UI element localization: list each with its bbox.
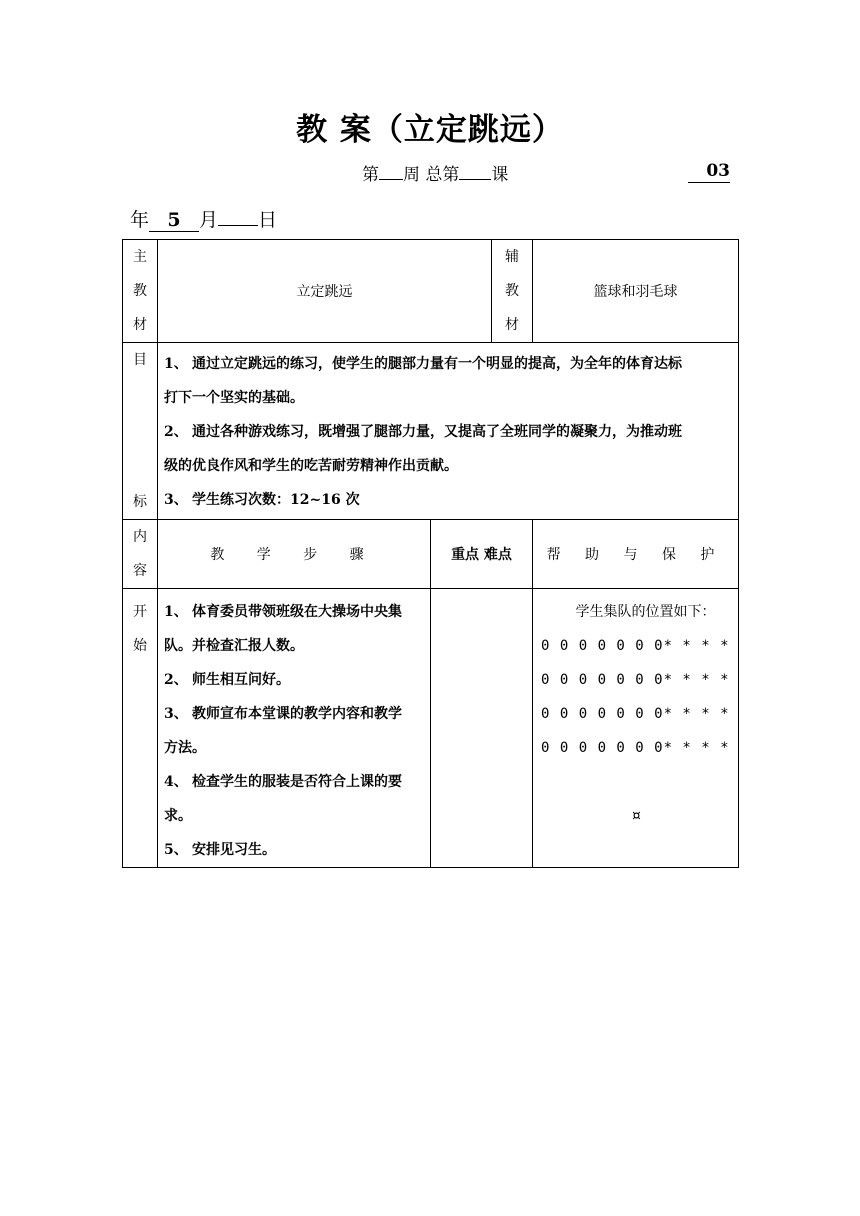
- month-value: 5: [149, 209, 199, 232]
- goal-item-cont: 打下一个坚实的基础。: [164, 390, 304, 406]
- step-item: 1、 体育委员带领班级在大操场中央集: [164, 604, 402, 620]
- goals-row: [123, 343, 739, 520]
- goals-content: [158, 343, 739, 520]
- page-title: 教 案（立定跳远）: [296, 112, 564, 148]
- start-key-points: [431, 589, 533, 868]
- date-line: [130, 205, 277, 232]
- steps-header: 教 学 步 骤: [158, 520, 431, 589]
- year-label: 年: [130, 209, 150, 231]
- aux-material-value: 篮球和羽毛球: [533, 240, 739, 343]
- start-label: 开 始: [123, 589, 158, 868]
- aux-material-label: 辅 教 材: [492, 240, 533, 343]
- lesson-suffix: 课: [491, 165, 509, 185]
- goal-item: 2、 通过各种游戏练习，既增强了腿部力量，又提高了全班同学的凝聚力，为推动班: [164, 424, 682, 440]
- main-material-label: 主 教 材: [123, 240, 158, 343]
- start-help: [533, 589, 739, 868]
- day-blank: [218, 225, 258, 226]
- start-steps: [158, 589, 431, 868]
- month-label: 月: [199, 209, 219, 231]
- goal-item: 1、 通过立定跳远的练习，使学生的腿部力量有一个明显的提高，为全年的体育达标: [164, 356, 682, 372]
- step-item-cont: 队。并检查汇报人数。: [164, 638, 304, 654]
- week-line: [362, 160, 508, 185]
- step-item-cont: 方法。: [164, 740, 206, 756]
- total-blank: [459, 161, 491, 180]
- content-label: 内 容: [123, 520, 158, 589]
- teacher-position-symbol: ¤: [632, 808, 641, 824]
- goal-item-cont: 级的优良作风和学生的吃苦耐劳精神作出贡献。: [164, 458, 458, 474]
- help-header: 帮 助 与 保 护: [533, 520, 739, 589]
- main-material-value: 立定跳远: [158, 240, 492, 343]
- goal-item: 3、 学生练习次数：12~16 次: [164, 492, 360, 508]
- lesson-plan-table: [122, 239, 739, 868]
- formation-row: 0 0 0 0 0 0 0* * * *: [541, 638, 730, 654]
- step-item: 2、 师生相互问好。: [164, 672, 290, 688]
- lesson-number: 03: [688, 160, 730, 183]
- start-row: [123, 589, 739, 868]
- step-item: 3、 教师宣布本堂课的教学内容和教学: [164, 706, 402, 722]
- week-suffix: 周 总第: [403, 165, 460, 185]
- formation-row: 0 0 0 0 0 0 0* * * *: [541, 672, 730, 688]
- content-header-row: [123, 520, 739, 589]
- week-blank: [379, 161, 403, 180]
- day-label: 日: [258, 209, 278, 231]
- formation-caption: 学生集队的位置如下：: [575, 604, 716, 620]
- goals-label: 目 标: [123, 343, 158, 520]
- step-item: 5、 安排见习生。: [164, 842, 276, 858]
- formation-row: 0 0 0 0 0 0 0* * * *: [541, 740, 730, 756]
- materials-row: [123, 240, 739, 343]
- step-item: 4、 检查学生的服装是否符合上课的要: [164, 774, 402, 790]
- key-points-header: 重点 难点: [431, 520, 533, 589]
- formation-row: 0 0 0 0 0 0 0* * * *: [541, 706, 730, 722]
- week-prefix: 第: [362, 165, 379, 185]
- step-item-cont: 求。: [164, 808, 192, 824]
